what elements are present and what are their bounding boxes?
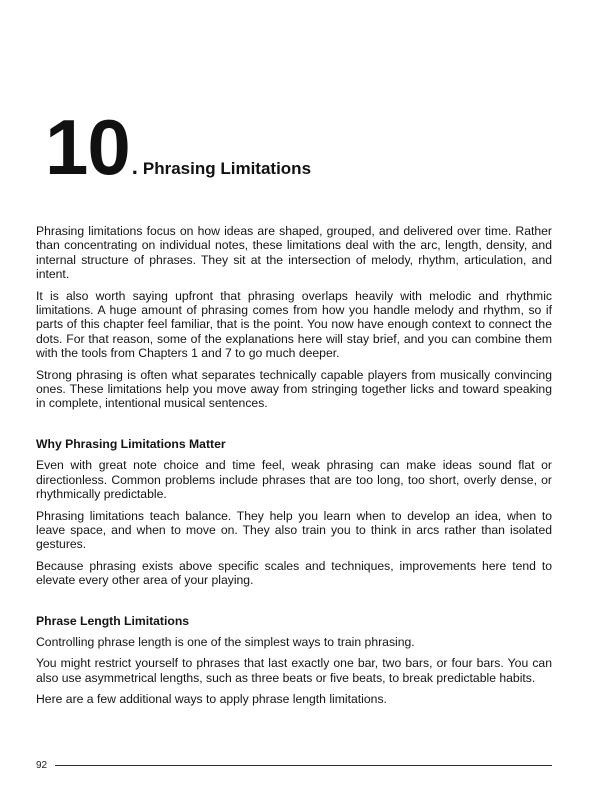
section-paragraph: Even with great note choice and time feel, weak phrasing can make ideas sound flat or directionless. Common problems include phrases that are too long, too short, overly dense, or rhythmically predictable. <box>36 458 552 502</box>
chapter-number-dot: . <box>131 154 138 179</box>
intro-paragraph: It is also worth saying upfront that phrasing overlaps heavily with melodic and rhythmic limitations. A huge amount of phrasing comes from how you handle melody and rhythm, so if parts of this chapter feel familiar, that is the point. You now have enough context to connect the dots. For that reason, some of the explanations here will stay brief, and you can combine them with the tools from Chapters 1 and 7 to go much deeper. <box>36 288 552 361</box>
intro-paragraph: Strong phrasing is often what separates technically capable players from musically convincing ones. These limitations help you move away from stringing together licks and toward speaking in complete, intentional musical sentences. <box>36 367 552 411</box>
section-paragraph: You might restrict yourself to phrases that last exactly one bar, two bars, or four bars. You can also use asymmetrical lengths, such as three beats or five beats, to break predictable habits. <box>36 656 552 685</box>
section-paragraph: Here are a few additional ways to apply phrase length limitations. <box>36 692 387 707</box>
section-heading-phrase-length-limitations: Phrase Length Limitations <box>36 613 190 628</box>
footer-divider <box>55 765 552 766</box>
section-heading-why-phrasing-limitations-matter: Why Phrasing Limitations Matter <box>36 436 226 451</box>
chapter-heading <box>45 103 312 191</box>
intro-paragraph: Phrasing limitations focus on how ideas are shaped, grouped, and delivered over time. Rather than concentrating on individual notes, these limitations deal with the arc, length, density, and internal structure of phrases. They sit at the intersection of melody, rhythm, articulation, and intent. <box>36 224 552 282</box>
section-paragraph: Controlling phrase length is one of the simplest ways to train phrasing. <box>36 634 415 649</box>
page-body <box>36 224 552 714</box>
page-footer <box>36 760 552 771</box>
section-paragraph: Because phrasing exists above specific scales and techniques, improvements here tend to elevate every other area of your playing. <box>36 558 552 588</box>
page-number: 92 <box>36 760 48 771</box>
section-paragraph: Phrasing limitations teach balance. They help you learn when to develop an idea, when to leave space, and when to move on. They also train you to think in arcs rather than isolated gestures. <box>36 508 552 552</box>
chapter-number: 10 <box>45 103 130 191</box>
chapter-title: Phrasing Limitations <box>142 159 312 178</box>
